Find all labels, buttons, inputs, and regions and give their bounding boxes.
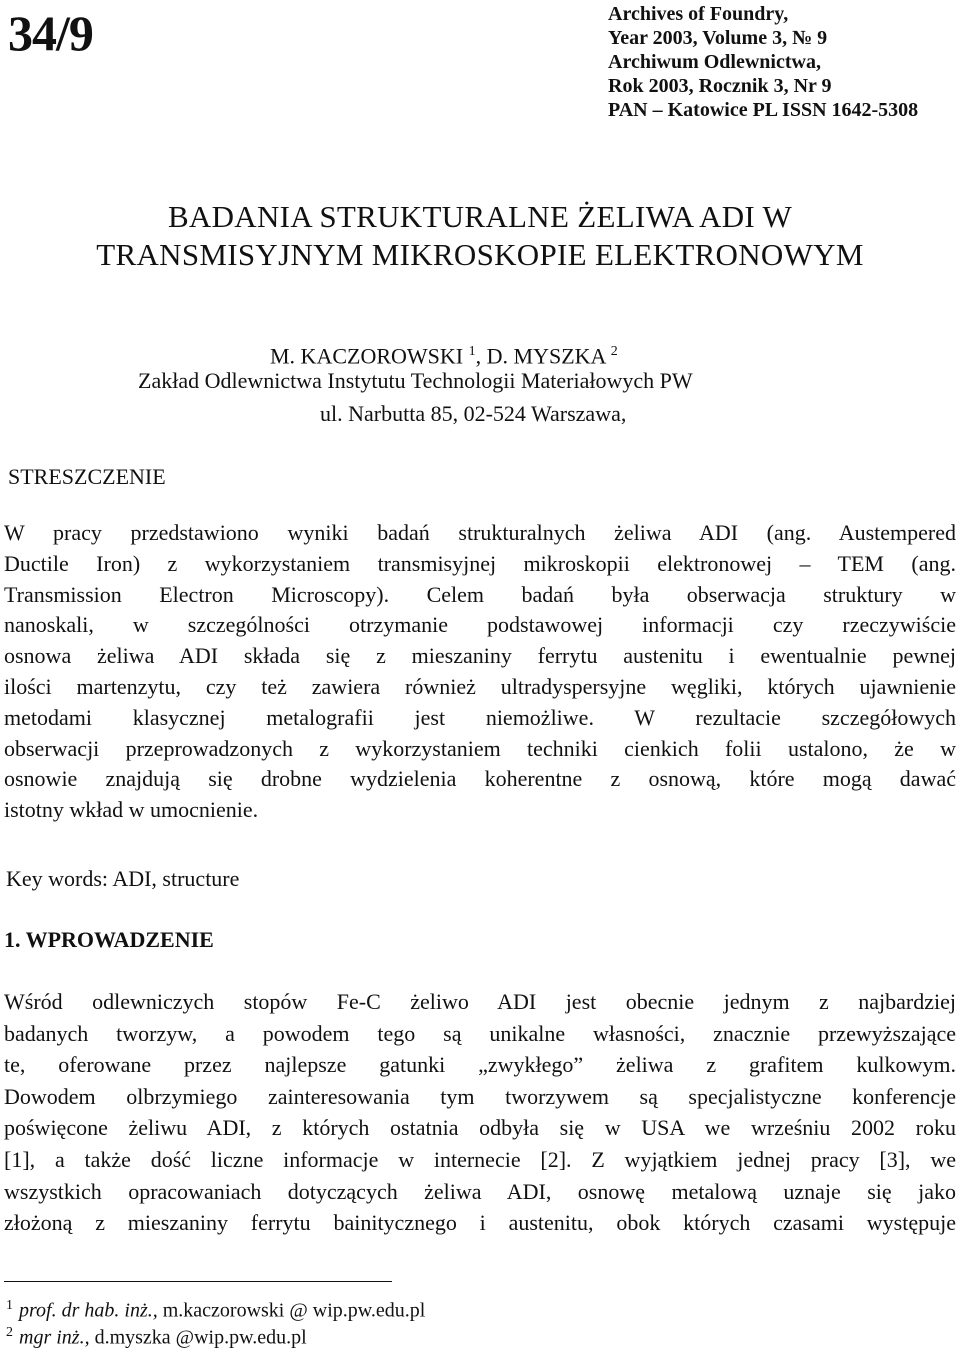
introduction-paragraph	[4, 986, 956, 1239]
author-name: M. KACZOROWSKI	[270, 343, 464, 369]
text-line: złożoną z mieszaniny ferrytu bainitycznego i austenitu, obok których czasami występuje	[4, 1210, 956, 1236]
text-line: metodami klasycznej metalografii jest niemożliwe. W rezultacie szczegółowych	[4, 704, 956, 730]
footnote	[6, 1298, 425, 1323]
text-line: osnowie znajdują się drobne wydzielenia koherentne z osnową, które mogą dawać	[4, 766, 956, 792]
footnote-mark: 1	[6, 1298, 13, 1313]
journal-line: Archives of Foundry,	[608, 3, 789, 25]
text-line: osnowa żeliwa ADI składa się z mieszaniny ferrytu austenitu i ewentualnie pewnej	[4, 643, 956, 669]
text-line: obserwacji przeprowadzonych z wykorzystaniem techniki cienkich folii ustalono, że w	[4, 735, 956, 761]
text-line: Wśród odlewniczych stopów Fe-C żeliwo ADI jest obecnie jednym z najbardziej	[4, 989, 956, 1014]
footnote-title: mgr inż.,	[19, 1326, 90, 1349]
text-line: Dowodem olbrzymiego zainteresowania tym tworzywem są specjalistyczne konferencje	[4, 1083, 956, 1109]
text-line: poświęcone żeliwu ADI, z których ostatnia odbyła się w USA we wrześniu 2002 roku	[4, 1115, 956, 1141]
author-list	[270, 336, 618, 372]
address: ul. Narbutta 85, 02-524 Warszawa,	[320, 401, 627, 426]
abstract-paragraph	[4, 518, 956, 826]
footnote-mark: 2	[6, 1325, 13, 1340]
text-line: badanych tworzyw, a powodem tego są unikalne własności, znacznie przewyższające	[4, 1020, 956, 1046]
text-line: ilości martenzytu, czy też zawiera również ultradyspersyjne węgliki, których ujawnienie	[4, 673, 956, 699]
footnote-email: m.kaczorowski @ wip.pw.edu.pl	[157, 1299, 426, 1322]
author-separator: ,	[475, 343, 487, 369]
text-line: wszystkich opracowaniach dotyczących żeliwa ADI, osnowę metalową uznaje się jako	[4, 1178, 956, 1204]
text-line: Ductile Iron) z wykorzystaniem transmisyjnej mikroskopii elektronowej – TEM (ang.	[4, 550, 956, 576]
footnote-email: d.myszka @wip.pw.edu.pl	[89, 1326, 307, 1349]
text-line: [1], a także dość liczne informacje w internecie [2]. Z wyjątkiem jednej pracy [3], we	[4, 1146, 956, 1172]
footnote-ref: 1	[468, 344, 476, 359]
text-line: nanoskali, w szczególności otrzymanie podstawowej informacji czy rzeczywiście	[4, 612, 956, 638]
issue-number: 34/9	[8, 5, 93, 61]
text-line: te, oferowane przez najlepsze gatunki „zwykłego” żeliwa z grafitem kulkowym.	[4, 1052, 956, 1078]
journal-info	[608, 2, 918, 122]
title-line: TRANSMISYJNYM MIKROSKOPIE ELEKTRONOWYM	[96, 237, 864, 272]
affiliation: Zakład Odlewnictwa Instytutu Technologii Materiałowych PW	[138, 368, 693, 393]
text-line: Transmission Electron Microscopy). Celem badań była obserwacja struktury w	[4, 581, 956, 607]
footnote-divider	[4, 1281, 392, 1282]
title-line: BADANIA STRUKTURALNE ŻELIWA ADI W	[167, 199, 793, 234]
text-line: W pracy przedstawiono wyniki badań strukturalnych żeliwa ADI (ang. Austempered	[4, 520, 956, 545]
text-line: istotny wkład w umocnienie.	[4, 797, 259, 823]
paper-title	[0, 198, 960, 274]
journal-line: Year 2003, Volume 3, № 9	[608, 27, 828, 49]
footnote	[6, 1325, 307, 1350]
journal-line: PAN – Katowice PL ISSN 1642-5308	[608, 99, 919, 121]
abstract-heading: STRESZCZENIE	[8, 464, 166, 489]
footnote-ref: 2	[610, 344, 618, 359]
footnote-title: prof. dr hab. inż.,	[19, 1299, 158, 1322]
journal-line: Rok 2003, Rocznik 3, Nr 9	[608, 75, 832, 97]
section-heading: 1. WPROWADZENIE	[4, 927, 214, 952]
keywords: Key words: ADI, structure	[6, 866, 240, 891]
author-name: D. MYSZKA	[486, 343, 606, 369]
journal-line: Archiwum Odlewnictwa,	[608, 51, 821, 73]
